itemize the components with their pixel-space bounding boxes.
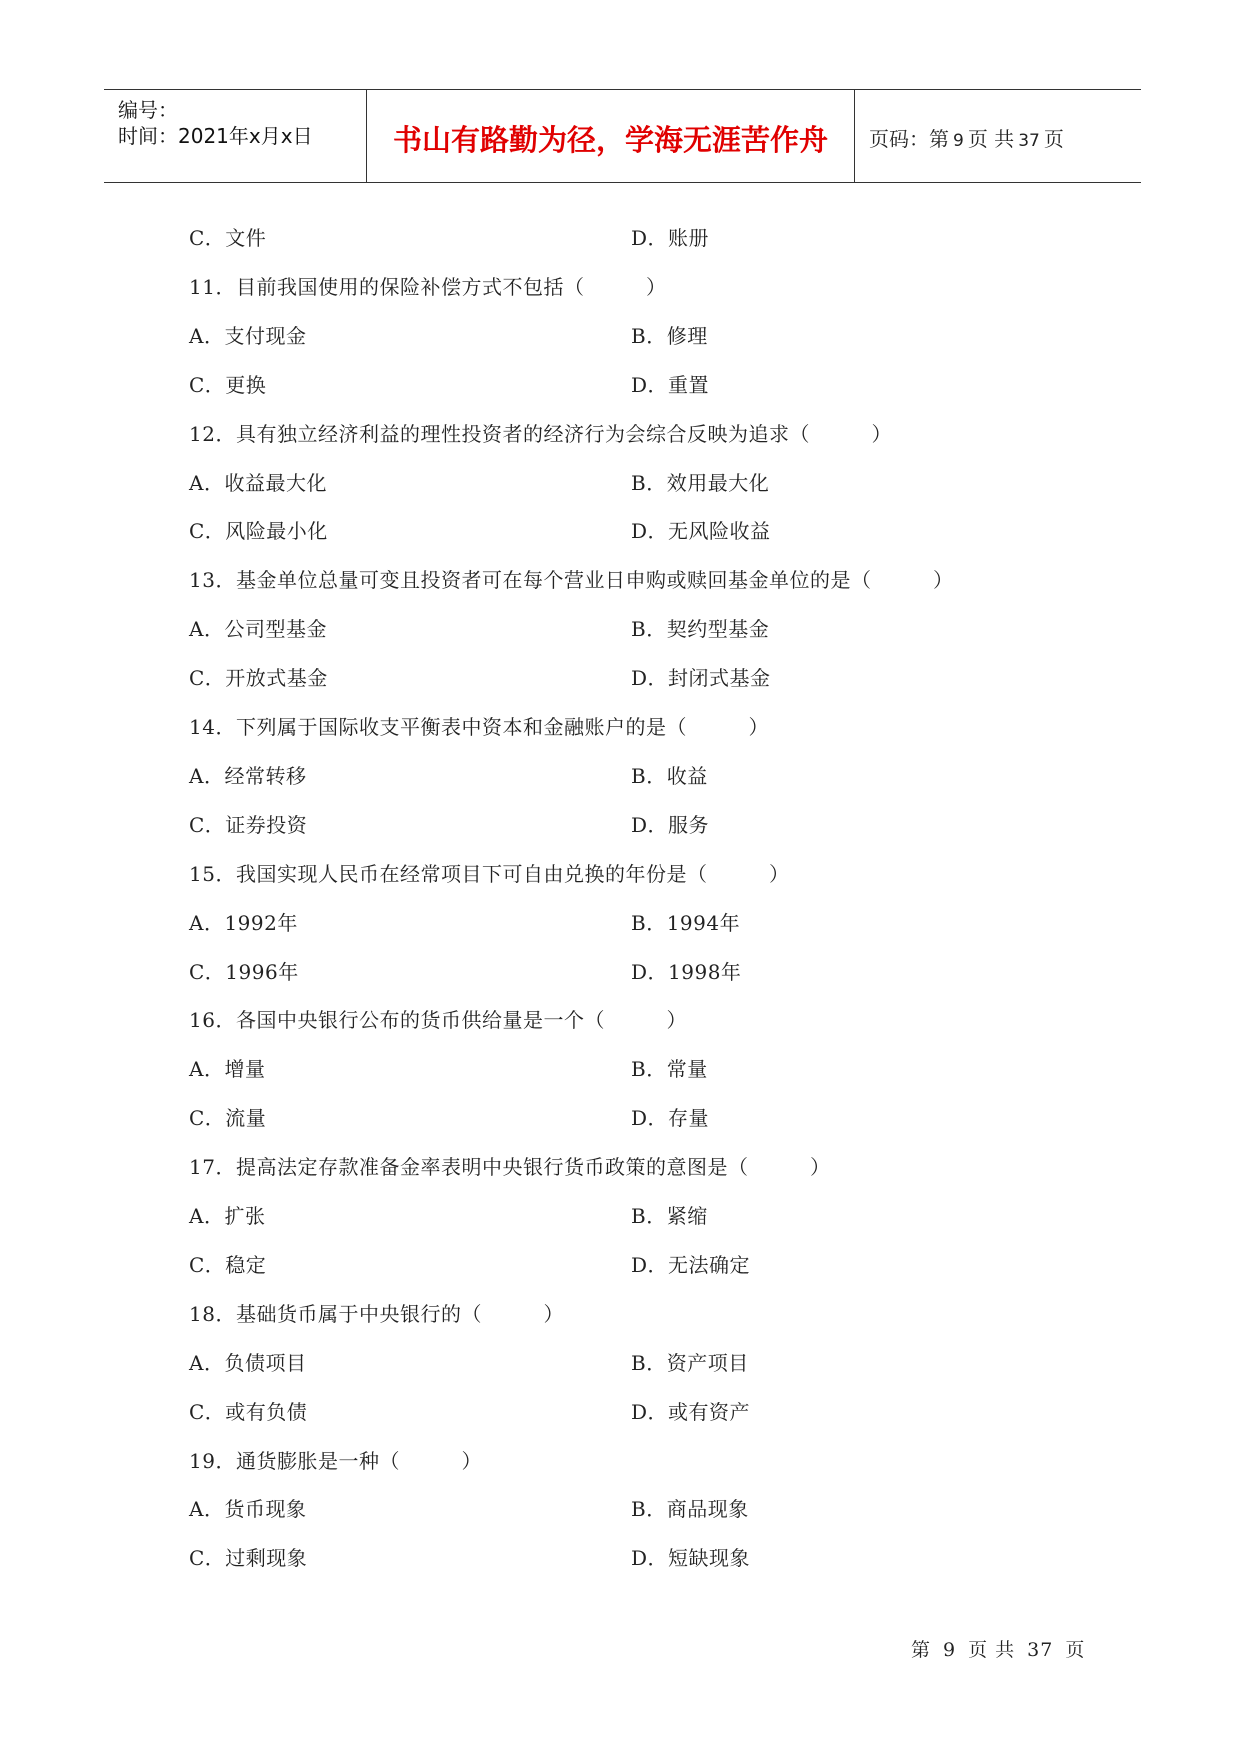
header-page-prefix: 页码：第 — [869, 127, 949, 151]
answer-option: C．风险最小化 — [189, 519, 328, 543]
answer-option: A．经常转移 — [189, 764, 307, 788]
question-text: 14．下列属于国际收支平衡表中资本和金融账户的是（ ） — [189, 715, 769, 739]
footer-page-number: 9 — [943, 1639, 957, 1661]
document-time-label: 时间：2021年x月x日 — [118, 124, 313, 148]
answer-option: C．更换 — [189, 373, 267, 397]
header-page-number: 9 — [953, 131, 964, 151]
answer-option: C．1996年 — [189, 960, 299, 984]
footer-page-total: 37 — [1027, 1639, 1054, 1661]
header-meta-cell — [104, 90, 367, 182]
answer-option: C．证券投资 — [189, 813, 308, 837]
answer-option: B．1994年 — [631, 911, 741, 935]
answer-option: B．收益 — [631, 764, 708, 788]
answer-option: B．契约型基金 — [631, 617, 770, 641]
document-header — [104, 89, 1141, 183]
motto-text: 书山有路勤为径，学海无涯苦作舟 — [392, 123, 828, 157]
header-page-suffix: 页 — [1043, 127, 1064, 151]
answer-option: B．常量 — [631, 1057, 708, 1081]
answer-option: A．支付现金 — [189, 324, 307, 348]
answer-option: D．无法确定 — [631, 1253, 751, 1277]
answer-option: B．资产项目 — [631, 1351, 749, 1375]
answer-option: C．流量 — [189, 1106, 267, 1130]
answer-option: A．负债项目 — [189, 1351, 307, 1375]
footer-prefix: 第 — [911, 1639, 932, 1661]
answer-option: D．重置 — [631, 373, 710, 397]
answer-option: B．紧缩 — [631, 1204, 708, 1228]
page-footer — [905, 1635, 1091, 1662]
answer-option: C．过剩现象 — [189, 1546, 308, 1570]
footer-suffix: 页 — [1065, 1639, 1086, 1661]
header-page-cell — [855, 90, 1141, 182]
header-motto-cell — [367, 90, 855, 182]
answer-option: B．效用最大化 — [631, 471, 770, 495]
header-page-mid: 页 共 — [967, 127, 1015, 151]
answer-option: A．扩张 — [189, 1204, 266, 1228]
question-text: 15．我国实现人民币在经常项目下可自由兑换的年份是（ ） — [189, 862, 790, 886]
answer-option: C．文件 — [189, 226, 267, 250]
question-text: 18．基础货币属于中央银行的（ ） — [189, 1302, 564, 1326]
question-text: 19．通货膨胀是一种（ ） — [189, 1449, 482, 1473]
header-page-info — [869, 123, 1064, 152]
question-text: 16．各国中央银行公布的货币供给量是一个（ ） — [189, 1008, 687, 1032]
question-text: 17．提高法定存款准备金率表明中央银行货币政策的意图是（ ） — [189, 1155, 831, 1179]
answer-option: A．公司型基金 — [189, 617, 327, 641]
answer-option: D．存量 — [631, 1106, 710, 1130]
answer-option: A．增量 — [189, 1057, 266, 1081]
answer-option: D．服务 — [631, 813, 710, 837]
answer-option: A．货币现象 — [189, 1497, 307, 1521]
answer-option: D．1998年 — [631, 960, 742, 984]
answer-option: C．开放式基金 — [189, 666, 328, 690]
answer-option: D．账册 — [631, 226, 710, 250]
answer-option: C．或有负债 — [189, 1400, 308, 1424]
document-number-label: 编号： — [118, 98, 178, 122]
header-page-total: 37 — [1018, 131, 1040, 151]
answer-option: D．封闭式基金 — [631, 666, 771, 690]
answer-option: A．收益最大化 — [189, 471, 327, 495]
answer-option: B．商品现象 — [631, 1497, 749, 1521]
answer-option: A．1992年 — [189, 911, 298, 935]
answer-option: D．短缺现象 — [631, 1546, 751, 1570]
question-text: 11．目前我国使用的保险补偿方式不包括（ ） — [189, 275, 667, 299]
answer-option: D．或有资产 — [631, 1400, 751, 1424]
answer-option: D．无风险收益 — [631, 519, 771, 543]
question-text: 13．基金单位总量可变且投资者可在每个营业日申购或赎回基金单位的是（ ） — [189, 568, 954, 592]
footer-mid: 页 共 — [968, 1639, 1016, 1661]
question-text: 12．具有独立经济利益的理性投资者的经济行为会综合反映为追求（ ） — [189, 422, 892, 446]
answer-option: C．稳定 — [189, 1253, 267, 1277]
answer-option: B．修理 — [631, 324, 708, 348]
